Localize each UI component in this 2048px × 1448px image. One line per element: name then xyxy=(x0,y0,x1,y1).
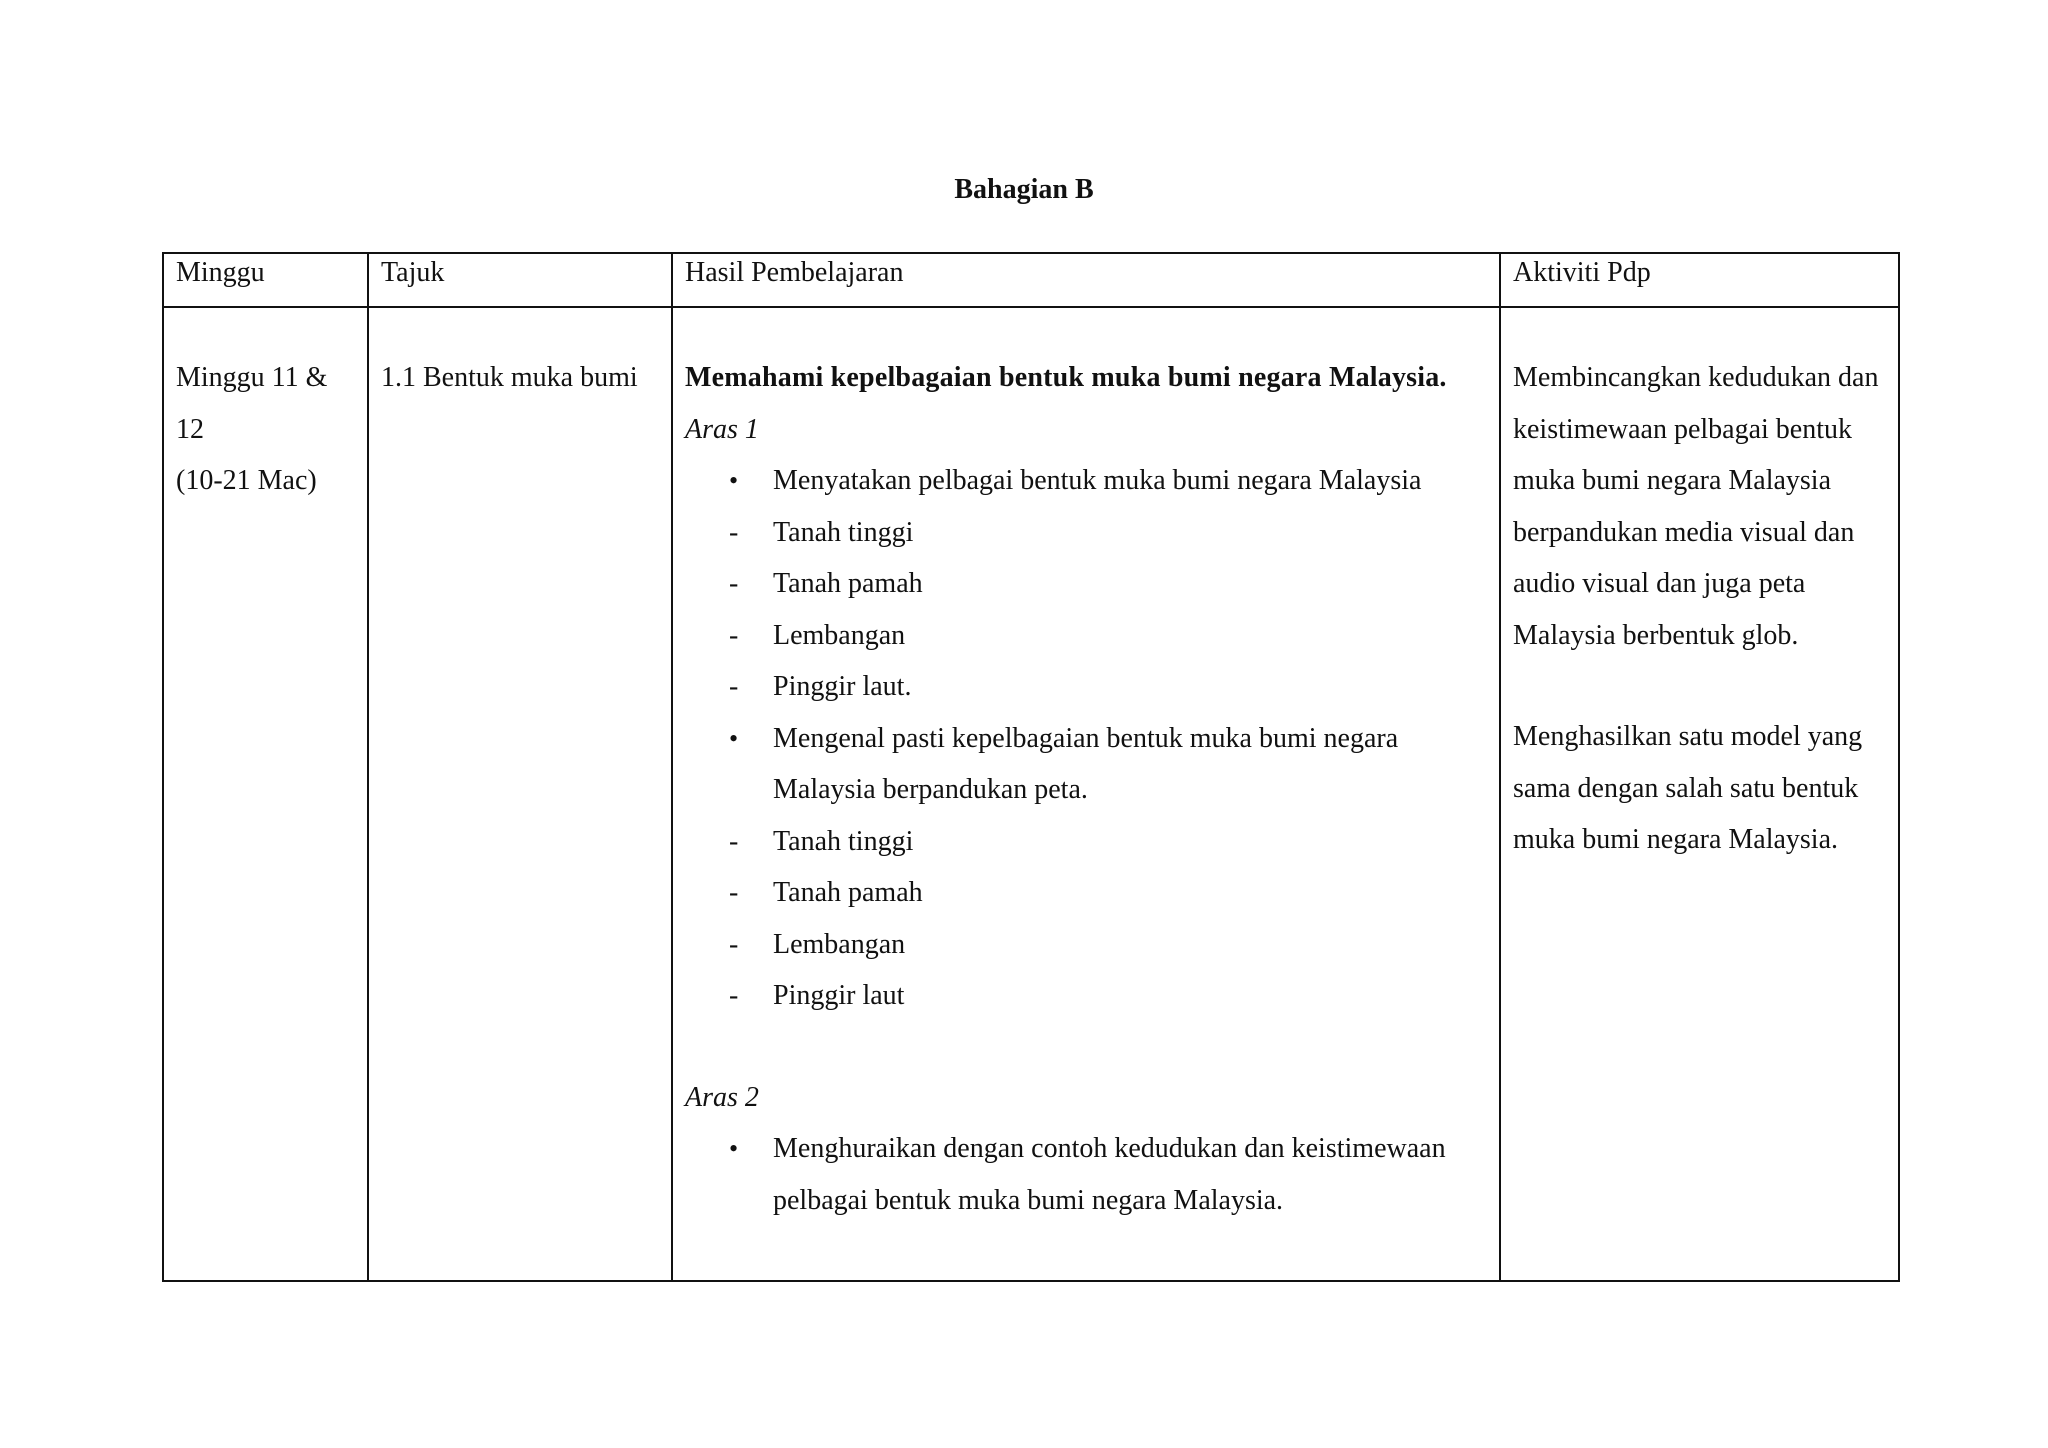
dash-item xyxy=(685,610,1487,662)
list-item-text: Tanah pamah xyxy=(773,568,923,599)
header-minggu: Minggu xyxy=(163,253,368,307)
cell-minggu xyxy=(163,307,368,1281)
minggu-line: Minggu 11 & xyxy=(176,362,328,393)
list-item-text: Pinggir laut xyxy=(773,980,905,1011)
aras-2-label: Aras 2 xyxy=(685,1081,759,1113)
bullet-marker: • xyxy=(729,723,739,753)
list-item-text: Tanah tinggi xyxy=(773,825,914,857)
dash-marker: - xyxy=(729,928,739,960)
list-item-text: Lembangan xyxy=(773,619,906,651)
dash-marker: - xyxy=(729,825,739,857)
minggu-line: 12 xyxy=(176,413,204,445)
dash-marker: - xyxy=(729,980,739,1011)
content-row xyxy=(163,307,1899,1281)
bullet-item xyxy=(685,1123,1487,1226)
dash-marker: - xyxy=(729,568,739,599)
dash-item xyxy=(685,867,1487,919)
lesson-plan-table xyxy=(162,252,1900,1282)
tajuk-text: 1.1 Bentuk muka bumi xyxy=(381,362,638,393)
cell-tajuk xyxy=(368,307,672,1281)
page-title: Bahagian B xyxy=(954,174,1094,205)
dash-marker: - xyxy=(729,516,739,548)
bullet-marker: • xyxy=(729,466,739,495)
dash-item xyxy=(685,816,1487,868)
dash-marker: - xyxy=(729,671,739,702)
header-row xyxy=(163,253,1899,307)
header-hasil-pembelajaran: Hasil Pembelajaran xyxy=(672,253,1500,307)
learning-outcome-heading: Memahami kepelbagaian bentuk muka bumi negara Malaysia. xyxy=(685,362,1447,393)
bullet-marker: • xyxy=(729,1134,739,1163)
dash-item xyxy=(685,919,1487,971)
activity-paragraph: Membincangkan kedudukan dan keistimewaan pelbagai bentuk muka bumi negara Malaysia berpandukan media visual dan audio visual dan juga peta Malaysia berbentuk glob. xyxy=(1513,362,1879,651)
bullet-item xyxy=(685,713,1487,816)
dash-item xyxy=(685,507,1487,559)
list-item-text: Tanah pamah xyxy=(773,877,923,908)
dash-item xyxy=(685,970,1487,1022)
header-tajuk: Tajuk xyxy=(368,253,672,307)
aras-1-label: Aras 1 xyxy=(685,413,759,445)
list-item-text: Pinggir laut. xyxy=(773,671,912,702)
list-item-text: Lembangan xyxy=(773,928,906,960)
cell-hasil-pembelajaran xyxy=(672,307,1500,1281)
dash-marker: - xyxy=(729,877,739,908)
list-item-text: Mengenal pasti kepelbagaian bentuk muka bumi negara Malaysia berpandukan peta. xyxy=(773,722,1399,805)
cell-aktiviti-pdp xyxy=(1500,307,1899,1281)
list-item-text: Menghuraikan dengan contoh kedudukan dan keistimewaan pelbagai bentuk muka bumi negara Malaysia. xyxy=(773,1133,1446,1216)
list-item-text: Menyatakan pelbagai bentuk muka bumi negara Malaysia xyxy=(773,465,1422,496)
dash-item xyxy=(685,661,1487,713)
aras-2-list xyxy=(685,1123,1487,1226)
dash-item xyxy=(685,558,1487,610)
minggu-date: (10-21 Mac) xyxy=(176,465,317,496)
header-aktiviti-pdp: Aktiviti Pdp xyxy=(1500,253,1899,307)
activity-paragraph: Menghasilkan satu model yang sama dengan salah satu bentuk muka bumi negara Malaysia. xyxy=(1513,721,1863,855)
list-item-text: Tanah tinggi xyxy=(773,516,914,548)
dash-marker: - xyxy=(729,619,739,651)
bullet-item xyxy=(685,455,1487,507)
aras-1-list xyxy=(685,455,1487,1022)
